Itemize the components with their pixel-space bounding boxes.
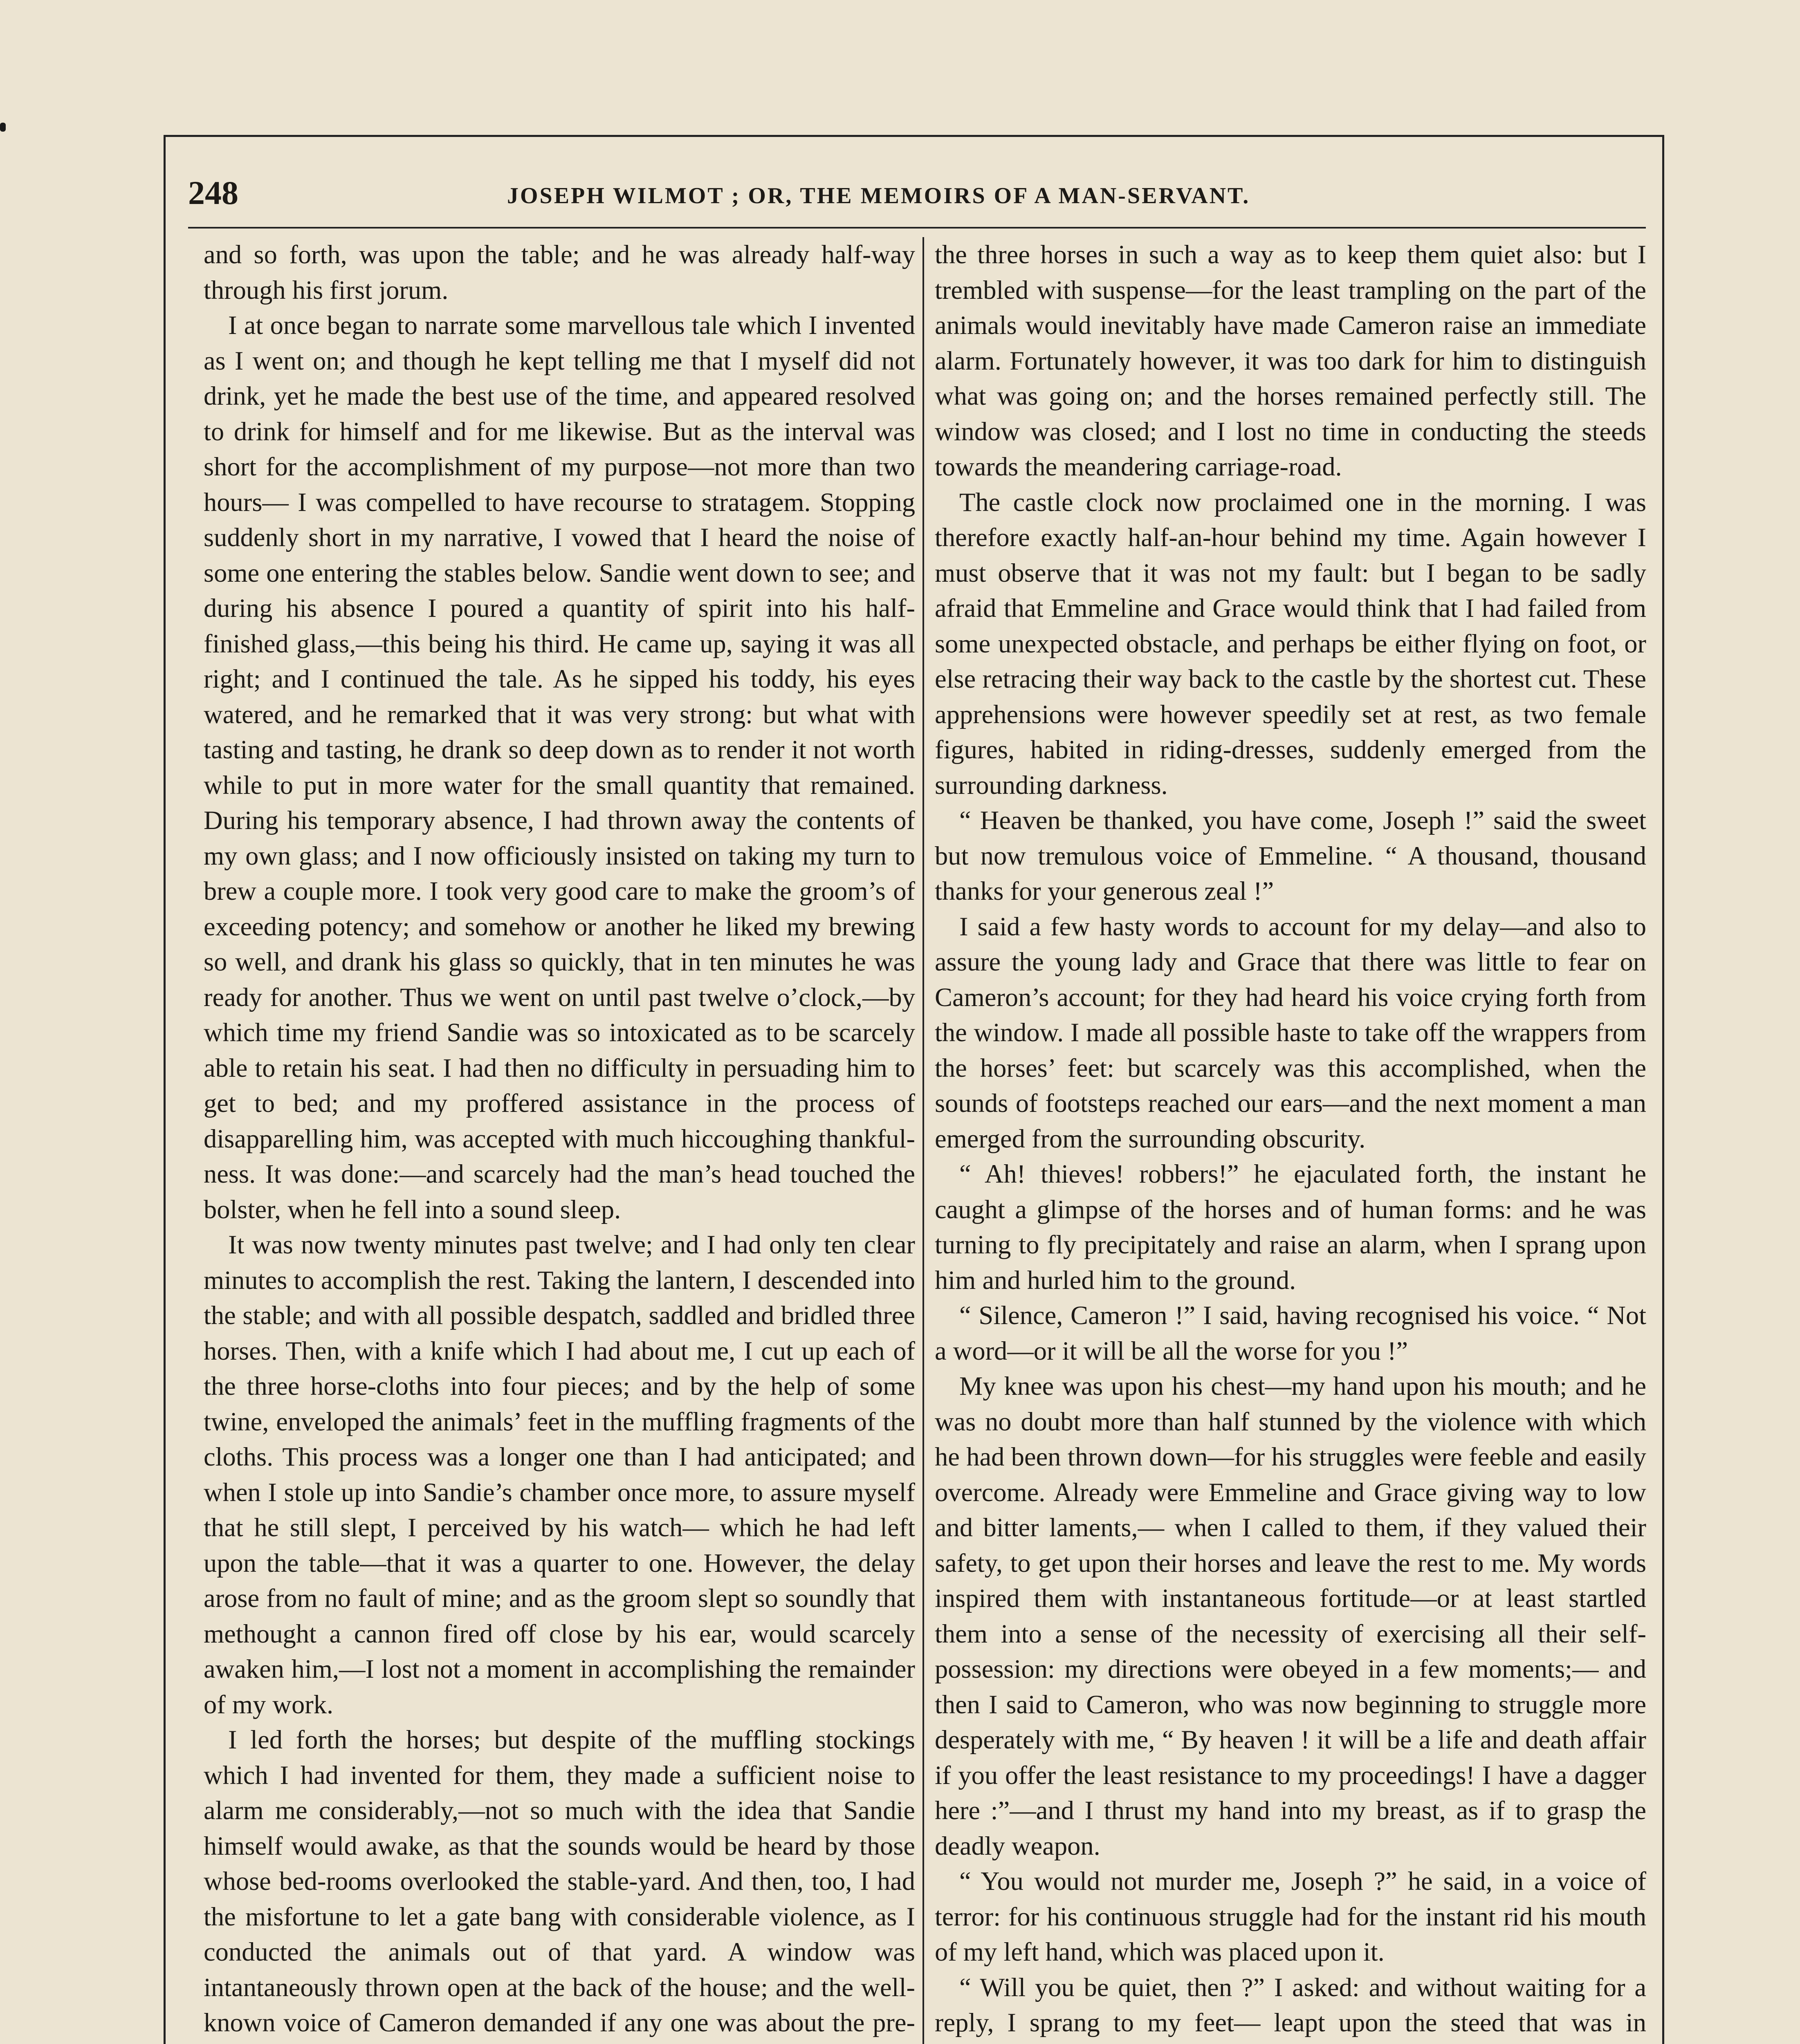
paragraph: “ Silence, Cameron !” I said, having recognised his voice. “ Not a word—or it will be all the worse for you !” [935, 1301, 1646, 1365]
column-divider [922, 237, 924, 2044]
paragraph: The castle clock now proclaimed one in the morning. I was therefore exactly half-an-hour behind my time. Again however I must observe that it was not my fault: but I began to be sadly afraid that Emmeline and Grace would think that I had failed from some unexpected obstacle, and perhaps be either flying on foot, or else retracing their way back to the castle by the shortest cut. These apprehensions were however speedily set at rest, as two female figures, habited in riding-dresses, suddenly emerged from the surrounding darkness. [935, 487, 1646, 800]
paragraph: I at once began to narrate some marvellous tale which I invented as I went on; and though he kept telling me that I myself did not drink, yet he made the best use of the time, and appeared resolved to drink for himself and for me likewise. But as the interval was short for the accomplishment of my purpose—not more than two hours— I was compelled to have recourse to stratagem. Stopping suddenly short in my narrative, I vowed that I heard the noise of some one entering the stables below. Sandie went down to see; and during his absence I poured a quantity of spirit into his half-finished glass,—this being his third. He came up, saying it was all right; and I continued the tale. As he sipped his toddy, his eyes watered, and he remarked that it was very strong: but what with tasting and tasting, he drank so deep down as to render it not worth while to put in more water for the small quantity that remained. During his temporary absence, I had thrown away the contents of my own glass; and I now officiously insisted on taking my turn to brew a couple more. I took very good care to make the groom’s of exceeding potency; and somehow or another he liked my brewing so well, and drank his glass so quickly, that in ten minutes he was ready for another. Thus we went on until past twelve o’clock,—by which time my friend Sandie was so intoxicated as to be scarcely able to retain his seat. I had then no difficulty in persuading him to get to bed; and my proffered assistance in the process of disapparelling him, was accepted with much hiccoughing thankfulness. It was done:—and scarcely had the man’s head touched the bolster, when he fell into a sound sleep. [204, 311, 915, 1224]
paragraph: the three horses in such a way as to keep them quiet also: but I trembled with suspense—for the least trampling on the part of the animals would inevitably have made Cameron raise an immediate alarm. Fortunately however, it was too dark for him to distinguish what was going on; and the horses remained perfectly still. The window was closed; and I lost no time in conducting the steeds towards the meandering carriage-road. [935, 240, 1646, 481]
running-head: JOSEPH WILMOT ; OR, THE MEMOIRS OF A MAN-SERVANT. [507, 183, 1250, 208]
right-column [935, 237, 1646, 2044]
page-header [188, 174, 1644, 219]
paragraph: I said a few hasty words to account for my delay—and also to assure the young lady and Grace that there was little to fear on Cameron’s account; for they had heard his voice crying forth from the window. I made all possible haste to take off the wrappers from the horses’ feet: but scarcely was this accomplished, when the sounds of footsteps reached our ears—and the next moment a man emerged from the surrounding obscurity. [935, 912, 1646, 1153]
header-rule [188, 227, 1646, 229]
paragraph: “ You would not murder me, Joseph ?” he said, in a voice of terror: for his continuous struggle had for the instant rid his mouth of my left hand, which was placed upon it. [935, 1867, 1646, 1966]
page-edge-mark [0, 123, 6, 132]
paragraph: It was now twenty minutes past twelve; and I had only ten clear minutes to accomplish the rest. Taking the lantern, I descended into the stable; and with all possible despatch, saddled and bridled three horses. Then, with a knife which I had about me, I cut up each of the three horse-cloths into four pieces; and by the help of some twine, enveloped the animals’ feet in the muffling fragments of the cloths. This process was a longer one than I had anticipated; and when I stole up into Sandie’s chamber once more, to assure myself that he still slept, I perceived by his watch— which he had left upon the table—that it was a quarter to one. However, the delay arose from no fault of mine; and as the groom slept so soundly that methought a cannon fired off close by his ear, would scarcely awaken him,—I lost not a moment in accomplishing the remainder of my work. [204, 1230, 915, 1719]
page-number: 248 [188, 174, 238, 211]
left-column [204, 237, 915, 2044]
paragraph: “ Ah! thieves! robbers!” he ejaculated forth, the instant he caught a glimpse of the horses and of human forms: and he was turning to fly precipitately and raise an alarm, when I sprang upon him and hurled him to the ground. [935, 1159, 1646, 1295]
paragraph: My knee was upon his chest—my hand upon his mouth; and he was no doubt more than half stunned by the violence with which he had been thrown down—for his struggles were feeble and easily overcome. Already were Emmeline and Grace giving way to low and bitter laments,— when I called to them, if they valued their safety, to get upon their horses and leave the rest to me. My words inspired them with instantaneous fortitude—or at least startled them into a sense of the necessity of exercising all their self-possession: my directions were obeyed in a few moments;— and then I said to Cameron, who was now beginning to struggle more desperately with me, “ By heaven ! it will be a life and death affair if you offer the least resistance to my proceedings! I have a dagger here :”—and I thrust my hand into my breast, as if to grasp the deadly weapon. [935, 1372, 1646, 1860]
paragraph: and so forth, was upon the table; and he was already half-way through his first jorum. [204, 240, 915, 305]
paragraph: I led forth the horses; but despite of the muffling stockings which I had invented for them, they made a sufficient noise to alarm me considerably,—not so much with the idea that Sandie himself would awake, as that the sounds would be heard by those whose bed-rooms overlooked the stable-yard. And then, too, I had the misfortune to let a gate bang with considerable violence, as I conducted the animals out of that yard. A window was intantaneously thrown open at the back of the house; and the well-known voice of Cameron demanded if any one was about the pre [204, 1725, 915, 2037]
paragraph: “ Will you be quiet, then ?” I asked: and without waiting for a reply, I sprang to my feet— leapt upon the steed that was in [935, 1972, 1646, 2037]
paragraph: “ Heaven be thanked, you have come, Joseph !” said the sweet but now tremulous voice of Emmeline. “ A thousand, thousand thanks for your generous zeal !” [935, 806, 1646, 905]
